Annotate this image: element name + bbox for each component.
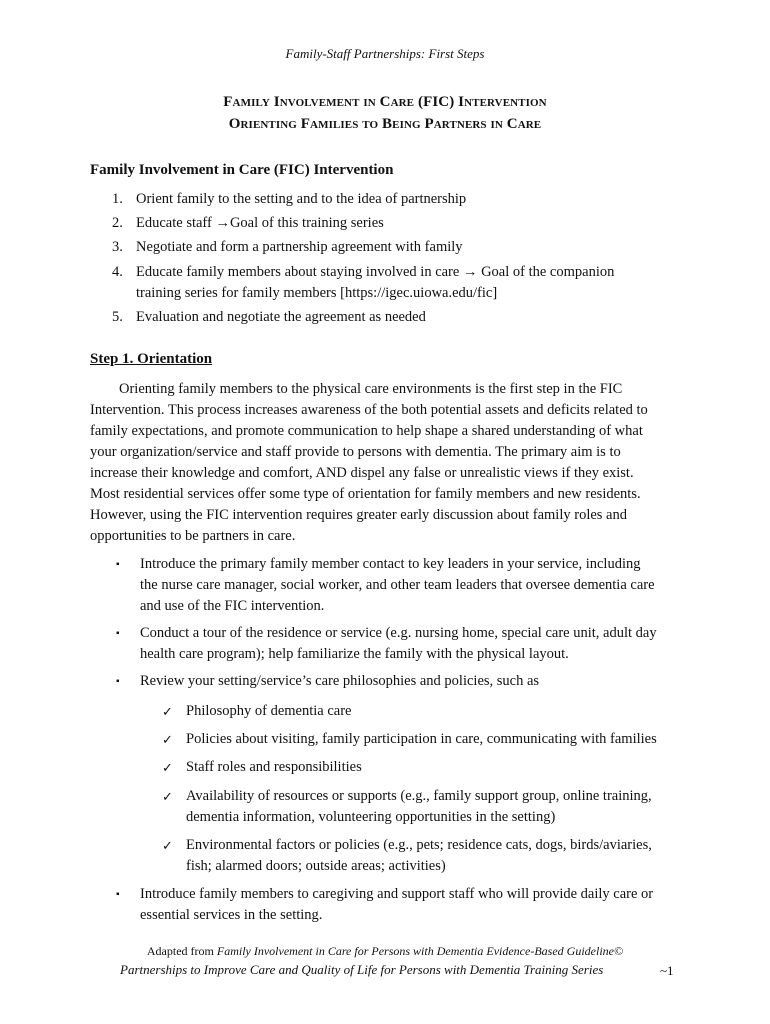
paragraph-line: However, using the FIC intervention requires greater early discussion about family roles and xyxy=(90,507,627,523)
paragraph-line: opportunities to be partners in care. xyxy=(90,528,296,544)
checkmark-icon: ✓ xyxy=(162,789,173,804)
page-number: ~1 xyxy=(660,963,674,978)
step-text: Negotiate and form a partnership agreement with family xyxy=(136,239,463,255)
step-text: Evaluation and negotiate the agreement as needed xyxy=(136,309,426,325)
step-number: 4. xyxy=(112,264,123,280)
bullet-text: and use of the FIC intervention. xyxy=(140,598,325,614)
square-bullet-icon: ▪ xyxy=(116,628,120,639)
check-text: Availability of resources or supports (e.g., family support group, online training, xyxy=(186,788,652,804)
check-text: Philosophy of dementia care xyxy=(186,703,352,719)
document-title-line-1: Family Involvement in Care (FIC) Intervention xyxy=(223,94,547,110)
running-header: Family-Staff Partnerships: First Steps xyxy=(285,46,485,61)
check-text: dementia information, volunteering opportunities in the setting) xyxy=(186,809,556,825)
paragraph-line: your organization/service and staff provide to persons with dementia. The primary aim is to xyxy=(90,444,621,460)
square-bullet-icon: ▪ xyxy=(116,676,120,687)
checkmark-icon: ✓ xyxy=(162,732,173,747)
step-number: 1. xyxy=(112,191,123,207)
bullet-text: the nurse care manager, social worker, and other team leaders that oversee dementia care xyxy=(140,577,655,593)
check-text: Staff roles and responsibilities xyxy=(186,759,362,775)
check-text: Policies about visiting, family participation in care, communicating with families xyxy=(186,731,657,747)
step-number: 3. xyxy=(112,239,123,255)
checkmark-icon: ✓ xyxy=(162,704,173,719)
checkmark-icon: ✓ xyxy=(162,760,173,775)
step-text: Educate family members about staying involved in care → Goal of the companion xyxy=(136,264,615,280)
step-text: training series for family members [https://igec.uiowa.edu/fic] xyxy=(136,285,498,301)
checkmark-icon: ✓ xyxy=(162,838,173,853)
footer-source-title: Family Involvement in Care for Persons with Dementia Evidence-Based Guideline© xyxy=(216,944,624,958)
check-text: Environmental factors or policies (e.g., pets; residence cats, dogs, birds/aviaries, xyxy=(186,837,652,853)
step-text: Educate staff →Goal of this training series xyxy=(136,215,384,231)
paragraph-line: Intervention. This process increases awareness of the both potential assets and deficits related to xyxy=(90,402,648,418)
bullet-text: health care program); help familiarize the family with the physical layout. xyxy=(140,646,569,662)
bullet-text: Introduce family members to caregiving and support staff who will provide daily care or xyxy=(140,886,654,902)
intervention-heading: Family Involvement in Care (FIC) Intervention xyxy=(90,162,394,178)
bullet-text: Introduce the primary family member contact to key leaders in your service, including xyxy=(140,556,641,572)
step-number: 2. xyxy=(112,215,123,231)
bullet-text: Review your setting/service’s care philosophies and policies, such as xyxy=(140,673,540,689)
paragraph-line: Orienting family members to the physical care environments is the first step in the FIC xyxy=(90,381,623,397)
orientation-paragraph xyxy=(90,379,682,547)
bullet-text: essential services in the setting. xyxy=(140,907,323,923)
bullet-text: Conduct a tour of the residence or service (e.g. nursing home, special care unit, adult day xyxy=(140,625,657,641)
step-text: Orient family to the setting and to the idea of partnership xyxy=(136,191,467,207)
footer-adapted-prefix: Adapted from xyxy=(146,944,217,958)
paragraph-line: family expectations, and promote communication to help shape a shared understanding of what xyxy=(90,423,643,439)
square-bullet-icon: ▪ xyxy=(116,889,120,900)
paragraph-line: Most residential services offer some type of orientation for family members and new residents. xyxy=(90,486,641,502)
step-number: 5. xyxy=(112,309,123,325)
check-text: fish; alarmed doors; outside areas; activities) xyxy=(186,858,446,874)
footer-series-title: Partnerships to Improve Care and Quality of Life for Persons with Dementia Training Series xyxy=(120,962,604,977)
paragraph-line: increase their knowledge and comfort, AND dispel any false or unrealistic views if they exist. xyxy=(90,465,634,481)
document-title-line-2: Orienting Families to Being Partners in Care xyxy=(228,116,542,132)
step1-heading: Step 1. Orientation xyxy=(90,351,213,367)
square-bullet-icon: ▪ xyxy=(116,559,120,570)
footer-attribution xyxy=(0,944,770,959)
